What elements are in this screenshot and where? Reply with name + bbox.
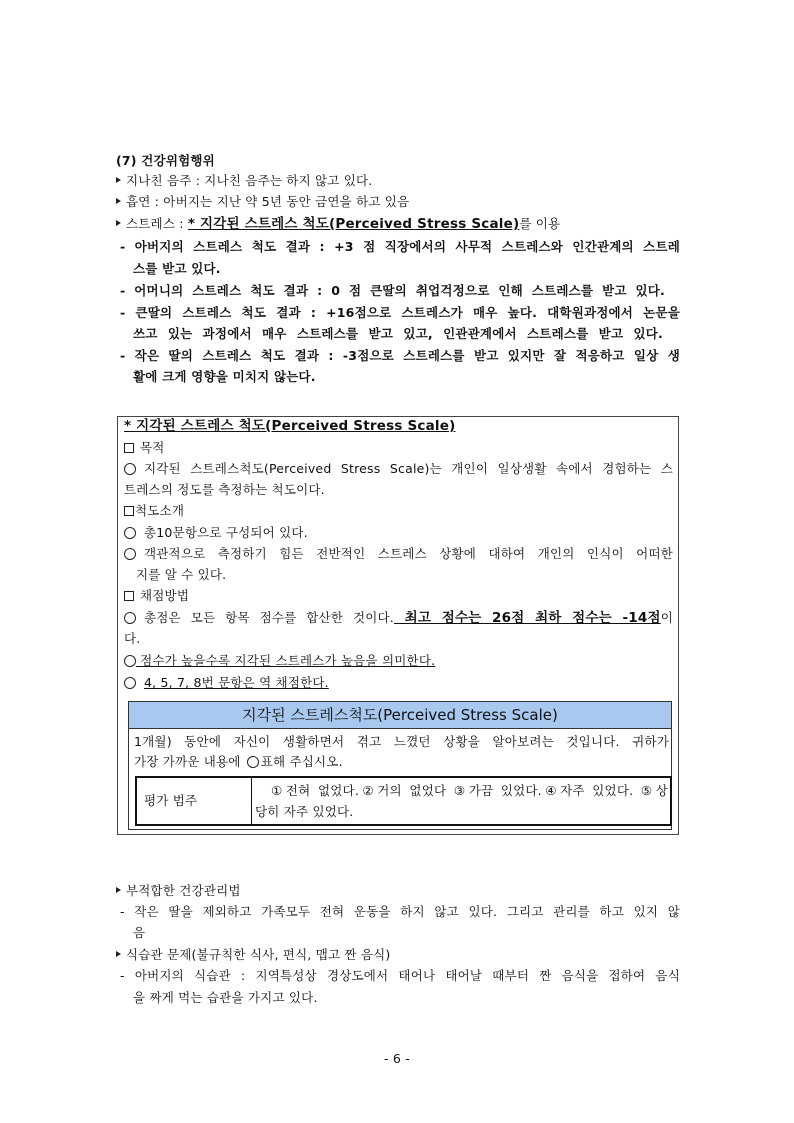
evaluation-label: 평가 범주: [144, 793, 198, 808]
bullet-icon: [116, 951, 121, 957]
checkbox-square-icon: [124, 591, 134, 601]
section-heading: (7) 건강위험행위: [116, 153, 215, 168]
bullet-icon: [116, 177, 121, 183]
stress-scale-ref: * 지각된 스트레스 척도(Perceived Stress Scale): [187, 216, 520, 232]
eating-habits-line2: 을 짜게 먹는 습관을 가지고 있다.: [133, 990, 318, 1005]
intro-item2-line1: 객관적으로 측정하기 힘든 전반적인 스트레스 상황에 대하여 개인의 인식이 어떠한: [124, 545, 673, 563]
younger-daughter-stress-line2: 활에 크게 영향을 미치지 않는다.: [133, 369, 316, 384]
bullet-health-management: 부적합한 건강관리법: [126, 883, 241, 898]
scoring-item3: 4, 5, 7, 8번 문항은 역 채점한다.: [124, 674, 329, 692]
health-management-line1: - 작은 딸을 제외하고 가족모두 전혀 운동을 하지 않고 있다. 그리고 관리를 하고 있지 않: [120, 904, 680, 919]
purpose-heading: 목적: [124, 439, 165, 457]
checkbox-square-icon: [124, 443, 134, 453]
scoring-item1-line1: 총점은 모든 항목 점수를 합산한 것이다. 최고 점수는 26점 최하 점수는 -14점이: [124, 609, 673, 627]
intro-item1: 총10문항으로 구성되어 있다.: [124, 524, 308, 542]
scoring-item2: 점수가 높을수록 지각된 스트레스가 높음을 의미한다.: [124, 652, 435, 670]
bullet-stress: [126, 215, 560, 233]
evaluation-category-table: [135, 776, 672, 826]
younger-daughter-stress-line1: - 작은 딸의 스트레스 척도 결과 : -3점으로 스트레스를 받고 있지만 잘 적응하고 일상 생: [120, 348, 680, 363]
circle-bullet-icon: [124, 655, 136, 667]
scale-table-title: 지각된 스트레스척도(Perceived Stress Scale): [128, 701, 672, 729]
purpose-line1: 지각된 스트레스척도(Perceived Stress Scale)는 개인이 일상생활 속에서 경험하는 스: [124, 460, 673, 478]
table-divider: [251, 778, 252, 824]
elder-daughter-stress-line2: 쓰고 있는 과정에서 매우 스트레스를 받고 있고, 인관관계에서 스트레스를 받고 있다.: [133, 326, 663, 341]
intro-heading: 척도소개: [124, 502, 184, 520]
father-stress-line1: - 아버지의 스트레스 척도 결과 : +3 점 직장에서의 사무적 스트레스와 인간관계의 스트레: [120, 239, 680, 254]
scoring-heading: 채점방법: [124, 587, 189, 605]
bullet-icon: [116, 198, 121, 204]
box-title: * 지각된 스트레스 척도(Perceived Stress Scale): [124, 418, 456, 434]
bullet-eating-habits: 식습관 문제(불규칙한 식사, 편식, 맵고 짠 음식): [126, 947, 391, 962]
bullet-icon: [116, 887, 121, 893]
intro-item2-line2: 지를 알 수 있다.: [136, 567, 227, 582]
circle-bullet-icon: [124, 463, 136, 475]
circle-mark-icon: [247, 756, 259, 768]
elder-daughter-stress-line1: - 큰딸의 스트레스 척도 결과 : +16점으로 스트레스가 매우 높다. 대학원과정에서 논문을: [120, 305, 680, 320]
scoring-item1-line2: 다.: [124, 631, 141, 646]
scale-instruction-line1: 1개월) 동안에 자신이 생활하면서 겪고 느꼈던 상황을 알아보려는 것입니다. 귀하가: [134, 734, 669, 749]
bullet-smoking: 흡연 : 아버지는 지난 약 5년 동안 금연을 하고 있음: [126, 194, 410, 209]
circle-bullet-icon: [124, 527, 136, 539]
evaluation-options-line2: 당히 자주 있었다.: [255, 804, 354, 819]
bullet-drinking: 지나친 음주 : 지나친 음주는 하지 않고 있다.: [126, 173, 373, 188]
stress-prefix: 스트레스 :: [126, 216, 188, 231]
mother-stress-line: - 어머니의 스트레스 척도 결과 : 0 점 큰딸의 취업걱정으로 인해 스트레스를 받고 있다.: [120, 283, 665, 298]
evaluation-options-line1: ①전혀 없었다.②거의 없었다 ③가끔 있었다.④자주 있었다. ⑤상: [271, 783, 668, 798]
circle-bullet-icon: [124, 548, 136, 560]
page-number: - 6 -: [384, 1051, 410, 1066]
bullet-icon: [116, 220, 121, 226]
health-management-line2: 음: [133, 925, 146, 940]
eating-habits-line1: - 아버지의 식습관 : 지역특성상 경상도에서 태어나 태어날 때부터 짠 음식을 접하여 음식: [120, 968, 680, 983]
max-min-score: 최고 점수는 26점 최하 점수는 -14점: [394, 610, 661, 626]
circle-bullet-icon: [124, 612, 136, 624]
checkbox-square-icon: [124, 506, 134, 516]
scale-instruction-line2: 가장 가까운 내용에 표해 주십시오.: [134, 754, 343, 769]
circle-bullet-icon: [124, 677, 136, 689]
father-stress-line2: 스를 받고 있다.: [133, 261, 221, 276]
stress-suffix: 를 이용: [519, 216, 561, 231]
purpose-line2: 트레스의 정도를 측정하는 척도이다.: [124, 482, 325, 497]
